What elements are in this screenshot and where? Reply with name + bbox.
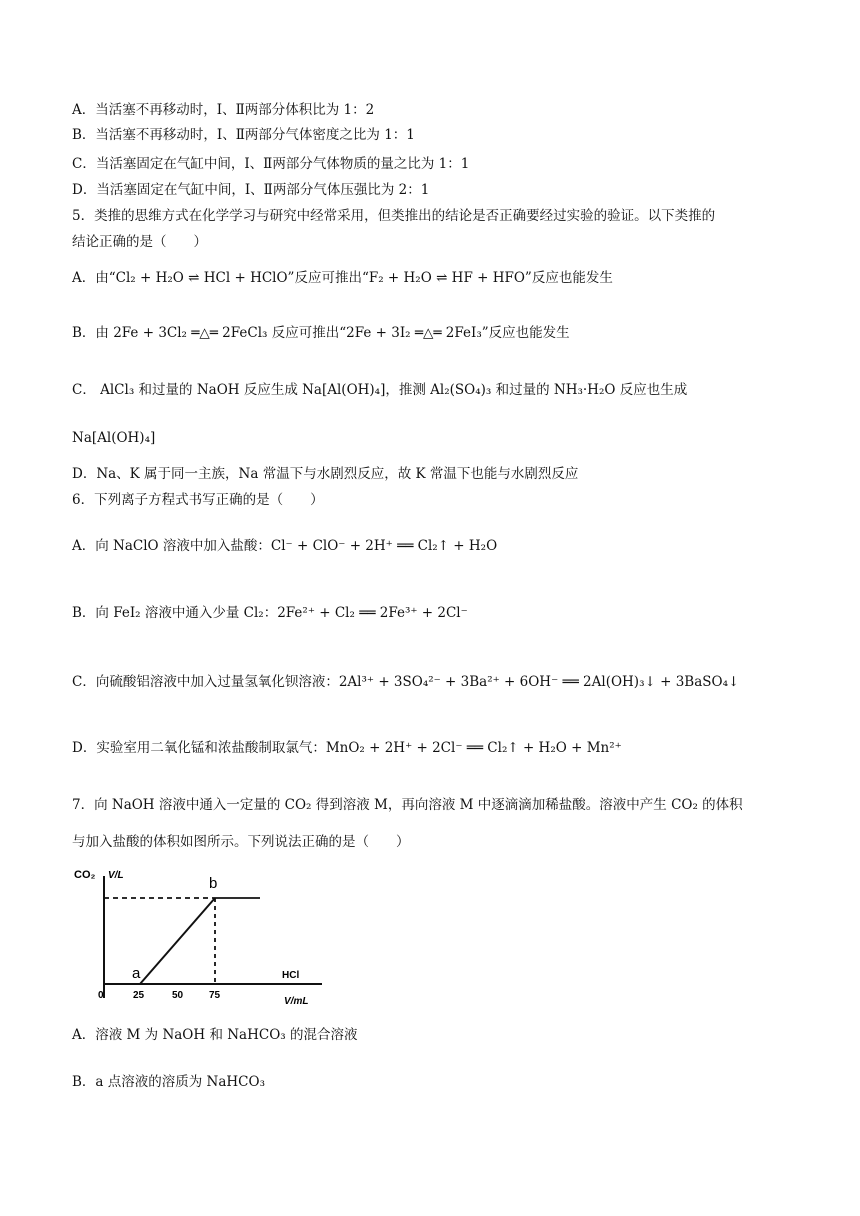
text-line: D．当活塞固定在气缸中间，Ⅰ、Ⅱ两部分气体压强比为 2：1 [72, 182, 430, 198]
text-line: B．由 2Fe + 3Cl₂ ═△═ 2FeCl₃ 反应可推出“2Fe + 3I₂ ═△═ 2FeI₃”反应也能发生 [72, 325, 570, 341]
text-line: A．溶液 M 为 NaOH 和 NaHCO₃ 的混合溶液 [72, 1027, 358, 1043]
text-line: 6．下列离子方程式书写正确的是（ ） [72, 492, 324, 508]
text-line: D．实验室用二氧化锰和浓盐酸制取氯气：MnO₂ + 2H⁺ + 2Cl⁻ ══ Cl₂↑ + H₂O + Mn²⁺ [72, 740, 622, 756]
text-line: 与加入盐酸的体积如图所示。下列说法正确的是（ ） [72, 834, 410, 850]
point-a-label: a [132, 965, 141, 982]
x-axis-unit: V/mL [284, 996, 309, 1007]
text-line: C．向硫酸铝溶液中加入过量氢氧化钡溶液：2Al³⁺ + 3SO₄²⁻ + 3Ba²⁺ + 6OH⁻ ══ 2Al(OH)₃↓ + 3BaSO₄↓ [72, 674, 740, 690]
point-b-label: b [209, 875, 218, 892]
text-line: 5．类推的思维方式在化学学习与研究中经常采用，但类推出的结论是否正确要经过实验的验证。以下类推的 [72, 208, 716, 224]
origin-label: 0 [98, 990, 104, 1001]
text-line: C． AlCl₃ 和过量的 NaOH 反应生成 Na[Al(OH)₄]，推测 Al₂(SO₄)₃ 和过量的 NH₃·H₂O 反应也生成 [72, 382, 688, 398]
text-line: B．当活塞不再移动时，Ⅰ、Ⅱ两部分气体密度之比为 1：1 [72, 127, 415, 143]
text-line: D．Na、K 属于同一主族，Na 常温下与水剧烈反应，故 K 常温下也能与水剧烈反应 [72, 466, 579, 482]
text-line: A．向 NaClO 溶液中加入盐酸：Cl⁻ + ClO⁻ + 2H⁺ ══ Cl₂↑ + H₂O [72, 538, 498, 554]
rising-line [140, 898, 215, 984]
x-axis-label: HCl [282, 970, 300, 981]
tick-25: 25 [133, 990, 145, 1001]
tick-50: 50 [172, 990, 184, 1001]
text-line: B．a 点溶液的溶质为 NaHCO₃ [72, 1074, 265, 1090]
text-line: A．由“Cl₂ + H₂O ⇌ HCl + HClO”反应可推出“F₂ + H₂O ⇌ HF + HFO”反应也能发生 [72, 270, 613, 286]
text-line: 结论正确的是（ ） [72, 234, 207, 250]
text-line: A．当活塞不再移动时，Ⅰ、Ⅱ两部分体积比为 1：2 [72, 102, 375, 118]
tick-75: 75 [209, 990, 221, 1001]
text-line: Na[Al(OH)₄] [72, 430, 156, 446]
text-line: B．向 FeI₂ 溶液中通入少量 Cl₂：2Fe²⁺ + Cl₂ ══ 2Fe³⁺ + 2Cl⁻ [72, 605, 468, 621]
text-line: C．当活塞固定在气缸中间，Ⅰ、Ⅱ两部分气体物质的量之比为 1：1 [72, 156, 470, 172]
y-axis-unit: V/L [108, 870, 124, 881]
text-line: 7．向 NaOH 溶液中通入一定量的 CO₂ 得到溶液 M，再向溶液 M 中逐滴滴加稀盐酸。溶液中产生 CO₂ 的体积 [72, 797, 743, 813]
y-axis-label: CO₂ [74, 869, 96, 881]
co2-volume-graph [72, 862, 337, 1012]
